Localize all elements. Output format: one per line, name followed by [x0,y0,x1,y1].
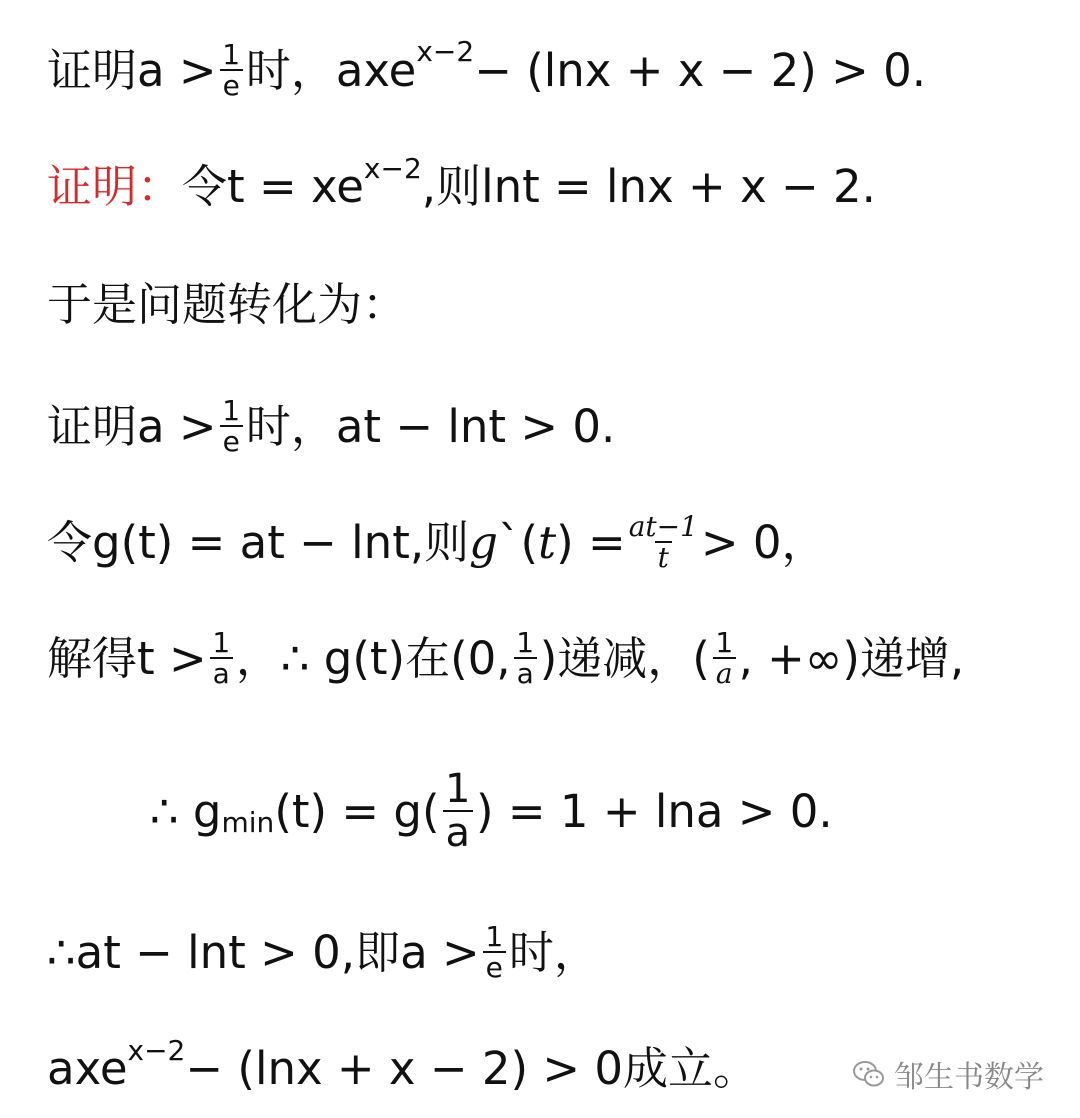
reduced-claim: 证明a > $\frac{1}{e}$ 时，at − lnt > 0. [47,394,616,459]
fraction-derivative: $\frac{at-1}{t}$ [628,510,698,575]
final-statement: axe $^{x-2}$ − (lnx + x − 2) > 0成立。 [47,1033,758,1095]
proof-substitution: 证明： 令t = xe $^{x-2}$ ,则lnt = lnx + x − 2. [47,151,876,213]
transform-statement: 于是问题转化为： [47,278,408,331]
wechat-icon [852,1059,886,1089]
conclusion-line: ∴at − lnt > 0,即a > $\frac{1}{e}$ 时， [47,920,599,985]
fraction-one-over-e: $\frac{1}{e}$ [220,396,243,457]
fraction-one-over-a: $\frac{1}{a}$ [210,628,233,689]
fraction-one-over-a: $\frac{1}{a}$ [514,628,537,689]
minimum-line: ∴ g $_{min}$ (t) = g( $\frac{1}{a}$ ) = 1 + lna > 0. [150,766,833,856]
derivative-line: 令g(t) = at − lnt,则 g ` ( t ) = $\frac{at-1}{t}$ > 0， [47,510,827,575]
monotonicity-line: 解得t > $\frac{1}{a}$ ，∴ g(t)在(0, $\frac{1}{a}$ )递减，( $\frac{1}{a}$ , +∞)递增, [47,626,965,691]
fraction-one-over-a: $\frac{1}{a}$ [443,768,474,854]
watermark [852,1052,1044,1096]
fraction-one-over-a: $\frac{1}{a}$ [713,628,736,689]
fraction-one-over-e: $\frac{1}{e}$ [483,922,506,983]
proof-label: 证明： [47,160,183,213]
fraction-one-over-e: $\frac{1}{e}$ [220,40,243,101]
watermark-text: 邹生书数学 [894,1060,1044,1095]
problem-statement: 证明a > $\frac{1}{e}$ 时，axe $^{x-2}$ − (lnx + x − 2) > 0. [47,35,927,103]
